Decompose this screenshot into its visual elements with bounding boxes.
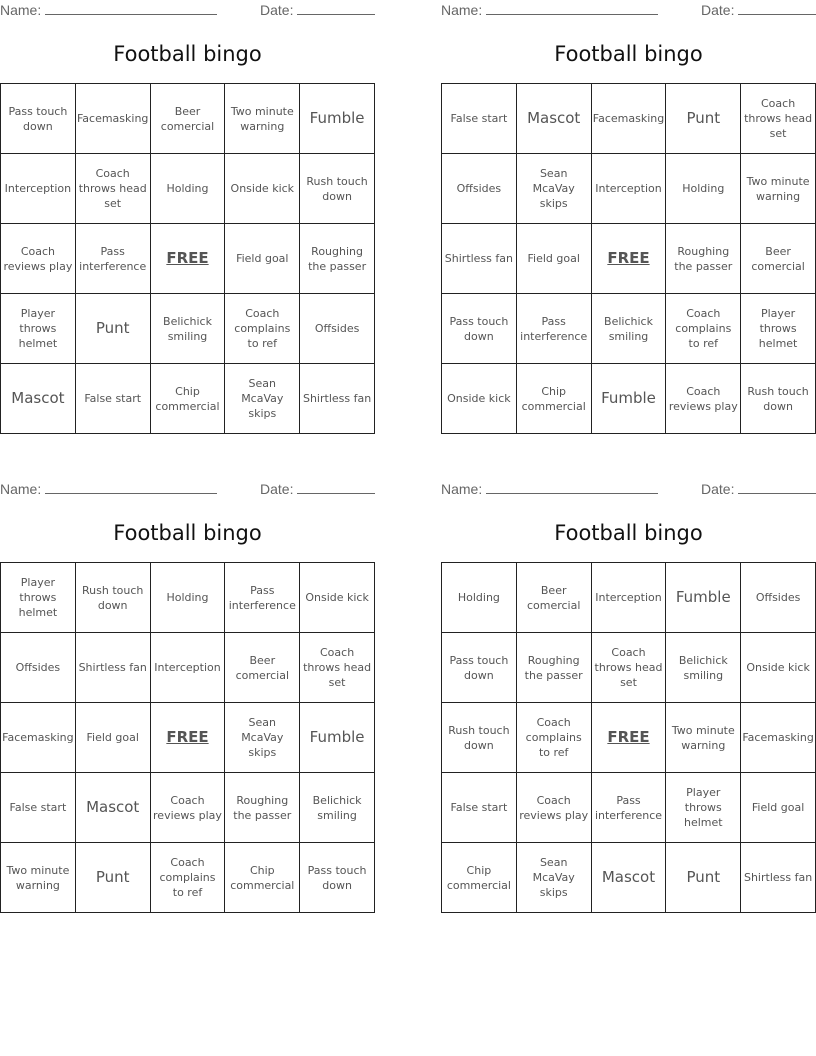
bingo-cell: Player throws helmet	[666, 773, 741, 843]
bingo-cell: Roughing the passer	[517, 633, 592, 703]
name-blank-line	[486, 2, 658, 15]
bingo-cell: Two minute warning	[225, 84, 300, 154]
bingo-cell: Holding	[666, 154, 741, 224]
bingo-cell: False start	[76, 364, 151, 434]
date-field	[701, 481, 816, 497]
bingo-cell: Offsides	[300, 294, 375, 364]
card-header	[441, 481, 816, 499]
bingo-cell: Coach throws head set	[76, 154, 151, 224]
date-blank-line	[738, 2, 816, 15]
bingo-cell: Pass interference	[225, 563, 300, 633]
bingo-cell: Pass touch down	[442, 294, 517, 364]
bingo-cell: Mascot	[1, 364, 76, 434]
bingo-cell: Field goal	[225, 224, 300, 294]
date-blank-line	[297, 2, 375, 15]
bingo-cell: Offsides	[1, 633, 76, 703]
free-space-cell: FREE	[592, 224, 667, 294]
bingo-cell: Punt	[666, 84, 741, 154]
bingo-cell: Punt	[76, 294, 151, 364]
bingo-cell: Holding	[442, 563, 517, 633]
card-title: Football bingo	[113, 521, 262, 545]
bingo-cell: Interception	[592, 563, 667, 633]
date-field	[701, 2, 816, 18]
card-title: Football bingo	[113, 42, 262, 66]
bingo-cell: Mascot	[592, 843, 667, 913]
bingo-cell: Sean McaVay skips	[517, 154, 592, 224]
name-label: Name:	[441, 2, 483, 18]
card-title: Football bingo	[554, 42, 703, 66]
bingo-cell: Offsides	[442, 154, 517, 224]
card-header	[0, 2, 375, 20]
bingo-cell: Belichick smiling	[151, 294, 226, 364]
bingo-cell: Roughing the passer	[225, 773, 300, 843]
name-label: Name:	[441, 481, 483, 497]
bingo-cell: Interception	[1, 154, 76, 224]
bingo-cell: Rush touch down	[300, 154, 375, 224]
bingo-cell: Beer comercial	[517, 563, 592, 633]
bingo-cell: Fumble	[666, 563, 741, 633]
bingo-cell: Fumble	[592, 364, 667, 434]
name-label: Name:	[0, 481, 42, 497]
bingo-cell: Interception	[592, 154, 667, 224]
bingo-cell: Onside kick	[300, 563, 375, 633]
free-space-cell: FREE	[592, 703, 667, 773]
date-field	[260, 481, 375, 497]
bingo-cell: Mascot	[517, 84, 592, 154]
bingo-cell: Fumble	[300, 84, 375, 154]
card-header	[0, 481, 375, 499]
date-label: Date:	[260, 2, 294, 18]
bingo-cell: Rush touch down	[442, 703, 517, 773]
name-field	[441, 481, 658, 497]
bingo-cell: Shirtless fan	[76, 633, 151, 703]
bingo-card-4	[441, 479, 816, 913]
bingo-cell: Onside kick	[225, 154, 300, 224]
bingo-cell: Shirtless fan	[300, 364, 375, 434]
bingo-cell: Mascot	[76, 773, 151, 843]
bingo-cell: Facemasking	[592, 84, 667, 154]
bingo-cell: Belichick smiling	[592, 294, 667, 364]
date-label: Date:	[701, 481, 735, 497]
bingo-cell: Coach throws head set	[300, 633, 375, 703]
bingo-grid	[0, 562, 375, 913]
bingo-cell: Pass touch down	[1, 84, 76, 154]
date-label: Date:	[701, 2, 735, 18]
bingo-cell: Coach complains to ref	[225, 294, 300, 364]
bingo-cell: Coach reviews play	[151, 773, 226, 843]
bingo-cell: False start	[1, 773, 76, 843]
name-blank-line	[45, 2, 217, 15]
free-space-cell: FREE	[151, 224, 226, 294]
name-field	[441, 2, 658, 18]
bingo-cell: Interception	[151, 633, 226, 703]
bingo-cell: Coach reviews play	[1, 224, 76, 294]
bingo-card-1	[0, 0, 375, 434]
bingo-cell: Coach reviews play	[517, 773, 592, 843]
bingo-cell: Coach reviews play	[666, 364, 741, 434]
bingo-cell: Pass interference	[76, 224, 151, 294]
bingo-cell: Shirtless fan	[741, 843, 816, 913]
bingo-cell: Rush touch down	[741, 364, 816, 434]
date-field	[260, 2, 375, 18]
bingo-cell: Punt	[76, 843, 151, 913]
bingo-cell: Fumble	[300, 703, 375, 773]
bingo-cell: Pass interference	[592, 773, 667, 843]
bingo-cell: Facemasking	[1, 703, 76, 773]
bingo-cell: Pass touch down	[300, 843, 375, 913]
name-field	[0, 481, 217, 497]
bingo-cell: Chip commercial	[442, 843, 517, 913]
bingo-cell: Chip commercial	[225, 843, 300, 913]
date-blank-line	[738, 481, 816, 494]
bingo-cell: Field goal	[76, 703, 151, 773]
bingo-card-2	[441, 0, 816, 434]
bingo-cell: False start	[442, 773, 517, 843]
bingo-cell: Onside kick	[442, 364, 517, 434]
bingo-cell: Coach complains to ref	[151, 843, 226, 913]
bingo-grid	[0, 83, 375, 434]
bingo-cell: Holding	[151, 154, 226, 224]
bingo-cell: Beer comercial	[151, 84, 226, 154]
bingo-cell: Coach complains to ref	[666, 294, 741, 364]
bingo-cell: Pass touch down	[442, 633, 517, 703]
date-label: Date:	[260, 481, 294, 497]
bingo-cell: Facemasking	[76, 84, 151, 154]
bingo-cell: Beer comercial	[741, 224, 816, 294]
bingo-cell: Roughing the passer	[300, 224, 375, 294]
bingo-cell: Belichick smiling	[666, 633, 741, 703]
bingo-cell: Chip commercial	[517, 364, 592, 434]
bingo-cell: Punt	[666, 843, 741, 913]
bingo-cell: Field goal	[741, 773, 816, 843]
bingo-cell: Two minute warning	[666, 703, 741, 773]
bingo-grid	[441, 562, 816, 913]
name-field	[0, 2, 217, 18]
bingo-cell: Facemasking	[741, 703, 816, 773]
bingo-cell: Player throws helmet	[1, 563, 76, 633]
bingo-cell: Chip commercial	[151, 364, 226, 434]
free-space-cell: FREE	[151, 703, 226, 773]
bingo-cell: Two minute warning	[1, 843, 76, 913]
bingo-grid	[441, 83, 816, 434]
bingo-cell: Pass interference	[517, 294, 592, 364]
bingo-cell: Shirtless fan	[442, 224, 517, 294]
name-label: Name:	[0, 2, 42, 18]
card-title: Football bingo	[554, 521, 703, 545]
bingo-cell: Coach throws head set	[741, 84, 816, 154]
bingo-cell: Coach throws head set	[592, 633, 667, 703]
date-blank-line	[297, 481, 375, 494]
bingo-cell: Belichick smiling	[300, 773, 375, 843]
bingo-card-3	[0, 479, 375, 913]
bingo-cell: False start	[442, 84, 517, 154]
bingo-cell: Roughing the passer	[666, 224, 741, 294]
card-header	[441, 2, 816, 20]
name-blank-line	[486, 481, 658, 494]
bingo-cell: Two minute warning	[741, 154, 816, 224]
bingo-cell: Sean McaVay skips	[225, 703, 300, 773]
bingo-cell: Beer comercial	[225, 633, 300, 703]
bingo-cell: Sean McaVay skips	[225, 364, 300, 434]
bingo-cell: Onside kick	[741, 633, 816, 703]
bingo-cell: Player throws helmet	[1, 294, 76, 364]
bingo-cell: Sean McaVay skips	[517, 843, 592, 913]
name-blank-line	[45, 481, 217, 494]
bingo-cell: Player throws helmet	[741, 294, 816, 364]
bingo-cell: Field goal	[517, 224, 592, 294]
bingo-cell: Rush touch down	[76, 563, 151, 633]
bingo-cell: Offsides	[741, 563, 816, 633]
bingo-cell: Coach complains to ref	[517, 703, 592, 773]
bingo-cell: Holding	[151, 563, 226, 633]
